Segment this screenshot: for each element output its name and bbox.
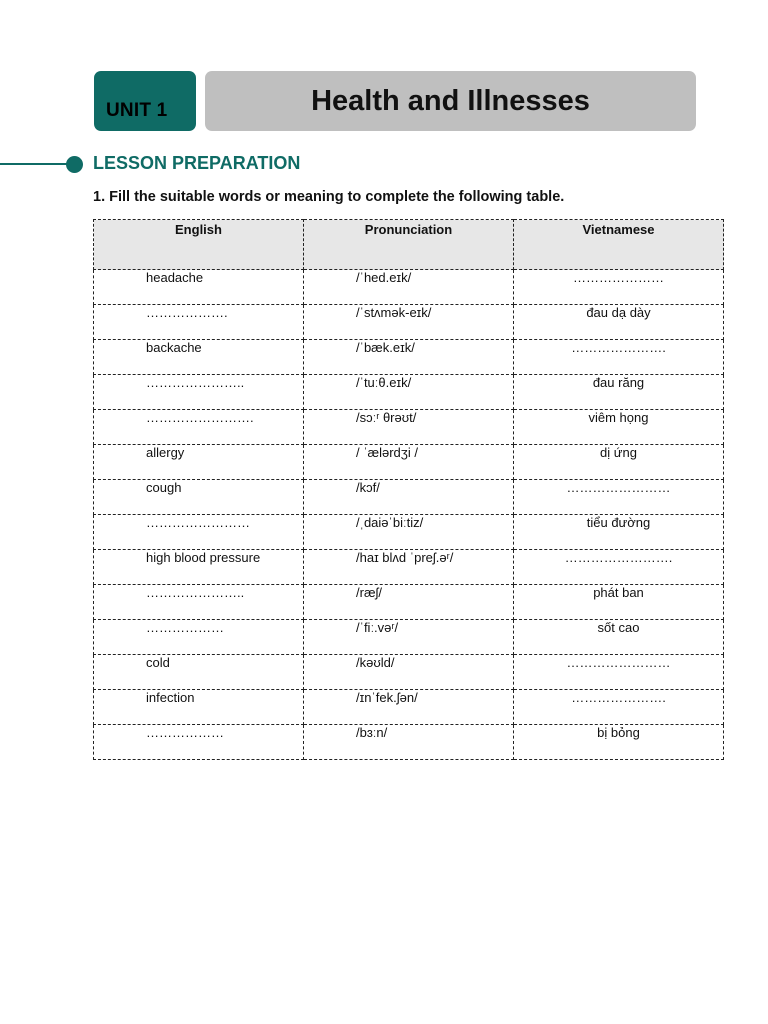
cell-english: cough	[94, 480, 304, 515]
table-row	[94, 725, 724, 760]
unit-label: UNIT 1	[106, 100, 168, 121]
section-rule-line	[0, 163, 70, 165]
table-row	[94, 270, 724, 305]
cell-pronunciation: /bɜːn/	[304, 725, 514, 760]
table-row	[94, 585, 724, 620]
cell-english: …………………….	[94, 410, 304, 445]
table-row	[94, 550, 724, 585]
cell-english: ………………	[94, 620, 304, 655]
exercise-instruction: 1. Fill the suitable words or meaning to complete the following table.	[93, 189, 565, 205]
column-header-pronunciation: Pronunciation	[304, 220, 514, 270]
cell-english: ……………………	[94, 515, 304, 550]
cell-english: backache	[94, 340, 304, 375]
cell-vietnamese: ……………………	[514, 655, 724, 690]
cell-vietnamese: tiểu đường	[514, 515, 724, 550]
page-title: Health and Illnesses	[311, 85, 590, 117]
cell-english: high blood pressure	[94, 550, 304, 585]
cell-pronunciation: / ˈælərdʒi /	[304, 445, 514, 480]
table-header-row	[94, 220, 724, 270]
column-header-vietnamese: Vietnamese	[514, 220, 724, 270]
cell-pronunciation: /ˈhed.eɪk/	[304, 270, 514, 305]
vocabulary-table	[93, 219, 724, 760]
table-row	[94, 655, 724, 690]
cell-pronunciation: /ˌdaiəˈbiːtiz/	[304, 515, 514, 550]
table-row	[94, 480, 724, 515]
section-bullet-dot	[66, 156, 83, 173]
cell-vietnamese: đau dạ dày	[514, 305, 724, 340]
cell-pronunciation: /kəʊld/	[304, 655, 514, 690]
table-row	[94, 445, 724, 480]
table-body	[94, 270, 724, 760]
cell-english: allergy	[94, 445, 304, 480]
table-row	[94, 515, 724, 550]
cell-english: infection	[94, 690, 304, 725]
cell-vietnamese: bị bỏng	[514, 725, 724, 760]
table-row	[94, 305, 724, 340]
cell-english: …………………..	[94, 585, 304, 620]
cell-vietnamese: đau răng	[514, 375, 724, 410]
cell-pronunciation: /ˈbæk.eɪk/	[304, 340, 514, 375]
cell-pronunciation: /sɔːʳ θrəʊt/	[304, 410, 514, 445]
table-row	[94, 410, 724, 445]
cell-vietnamese: sốt cao	[514, 620, 724, 655]
table-row	[94, 375, 724, 410]
cell-english: ………………	[94, 725, 304, 760]
cell-vietnamese: …………………….	[514, 550, 724, 585]
cell-vietnamese: ………………….	[514, 340, 724, 375]
cell-vietnamese: ………………….	[514, 690, 724, 725]
cell-vietnamese: dị ứng	[514, 445, 724, 480]
column-header-english: English	[94, 220, 304, 270]
title-box	[205, 71, 696, 131]
cell-pronunciation: /ˈstʌmək-eɪk/	[304, 305, 514, 340]
cell-english: ……………….	[94, 305, 304, 340]
cell-english: headache	[94, 270, 304, 305]
cell-vietnamese: …………………	[514, 270, 724, 305]
table-row	[94, 340, 724, 375]
cell-pronunciation: /ˈfiː.vəʳ/	[304, 620, 514, 655]
cell-pronunciation: /haɪ blʌd ˈpreʃ.əʳ/	[304, 550, 514, 585]
unit-badge	[94, 71, 196, 131]
cell-english: …………………..	[94, 375, 304, 410]
cell-vietnamese: ……………………	[514, 480, 724, 515]
cell-vietnamese: viêm họng	[514, 410, 724, 445]
cell-english: cold	[94, 655, 304, 690]
cell-pronunciation: /ˈtuːθ.eɪk/	[304, 375, 514, 410]
section-title: LESSON PREPARATION	[93, 153, 301, 173]
cell-pronunciation: /ræʃ/	[304, 585, 514, 620]
cell-vietnamese: phát ban	[514, 585, 724, 620]
cell-pronunciation: /ɪnˈfek.ʃən/	[304, 690, 514, 725]
table-row	[94, 690, 724, 725]
table-row	[94, 620, 724, 655]
cell-pronunciation: /kɔf/	[304, 480, 514, 515]
